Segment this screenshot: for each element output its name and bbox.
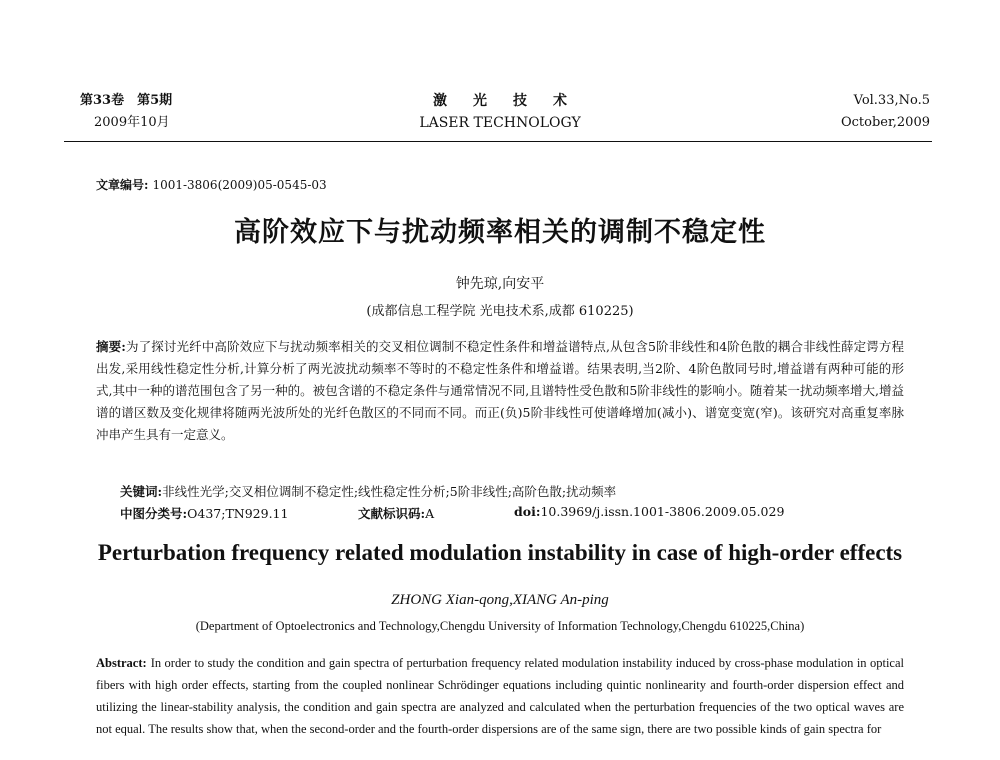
journal-header: [70, 86, 930, 138]
doc-code-value: A: [425, 506, 435, 521]
header-center: [70, 90, 930, 134]
keywords-label: 关键词:: [120, 484, 163, 499]
date-cn: 2009年10月: [94, 115, 170, 130]
doc-code-label: 文献标识码:: [358, 506, 426, 521]
abstract-cn: [96, 336, 904, 446]
article-number: [96, 176, 327, 193]
affiliation-en: (Department of Optoelectronics and Technology,Chengdu University of Information Technology,Chengdu 610225,China): [195, 619, 805, 633]
affiliation-cn: (成都信息工程学院 光电技术系,成都 610225): [366, 304, 634, 319]
authors-cn: 钟先琼,向安平: [455, 276, 545, 292]
abstract-cn-label: 摘要:: [96, 339, 126, 354]
classification-line: [120, 504, 920, 522]
keywords-text: 非线性光学;交叉相位调制不稳定性;线性稳定性分析;5阶非线性;高阶色散;扰动频率: [162, 484, 617, 499]
abstract-en: [96, 652, 904, 740]
article-number-label: 文章编号:: [96, 178, 149, 192]
article-number-value: 1001-3806(2009)05-0545-03: [152, 178, 327, 192]
keywords: [120, 482, 616, 500]
classification-value: O437;TN929.11: [187, 506, 289, 521]
journal-name-cn: 激光技术: [433, 93, 593, 109]
doi-label: doi:: [514, 504, 541, 519]
abstract-en-text: In order to study the condition and gain spectra of perturbation frequency related modulation instability induced by cross-phase modulation in optical fibers with high order effects, starting from the coupled nonlinear Schrödinger equations including quintic nonlinearity and fourth-order dispersion effect and utilizing the linear-stability analysis, the condition and gain spectra are analyzed and calculated when the perturbation frequencies of the two optical waves are not equal. The results show that, when the second-order and the fourth-order dispersions are of the same sign, there are two possible kinds of gain spectra for: [96, 656, 904, 736]
abstract-cn-text: 为了探讨光纤中高阶效应下与扰动频率相关的交叉相位调制不稳定性条件和增益谱特点,从包含5阶非线性和4阶色散的耦合非线性薛定谔方程出发,采用线性稳定性分析,计算分析了两光波扰动频率不等时的不稳定性条件和增益谱。结果表明,当2阶、4阶色散同号时,增益谱有两种可能的形式,其中一种的谱范围包含了另一种的。被包含谱的不稳定条件与通常情况不同,且谱特性受色散和5阶非线性的影响小。随着某一扰动频率增大,增益谱的谱区数及变化规律将随两光波所处的光纤色散区的不同而不同。而正(负)5阶非线性可使谱峰增加(减小)、谱宽变宽(窄)。该研究对高重复率脉冲串产生具有一定意义。: [96, 339, 904, 442]
journal-name-en: LASER TECHNOLOGY: [419, 115, 581, 131]
volume-issue-en: Vol.33,No.5: [853, 93, 930, 108]
abstract-en-label: Abstract:: [96, 656, 147, 670]
doi-value[interactable]: 10.3969/j.issn.1001-3806.2009.05.029: [540, 504, 785, 519]
title-cn: 高阶效应下与扰动频率相关的调制不稳定性: [234, 217, 766, 248]
header-right: [841, 90, 930, 134]
volume-issue-cn: 第33卷 第5期: [80, 93, 173, 108]
authors-en: ZHONG Xian-qong,XIANG An-ping: [391, 592, 609, 608]
title-en: Perturbation frequency related modulation instability in case of high-order effects: [97, 540, 903, 565]
header-rule: [64, 141, 932, 142]
classification-label: 中图分类号:: [120, 506, 188, 521]
date-en: October,2009: [840, 115, 930, 130]
